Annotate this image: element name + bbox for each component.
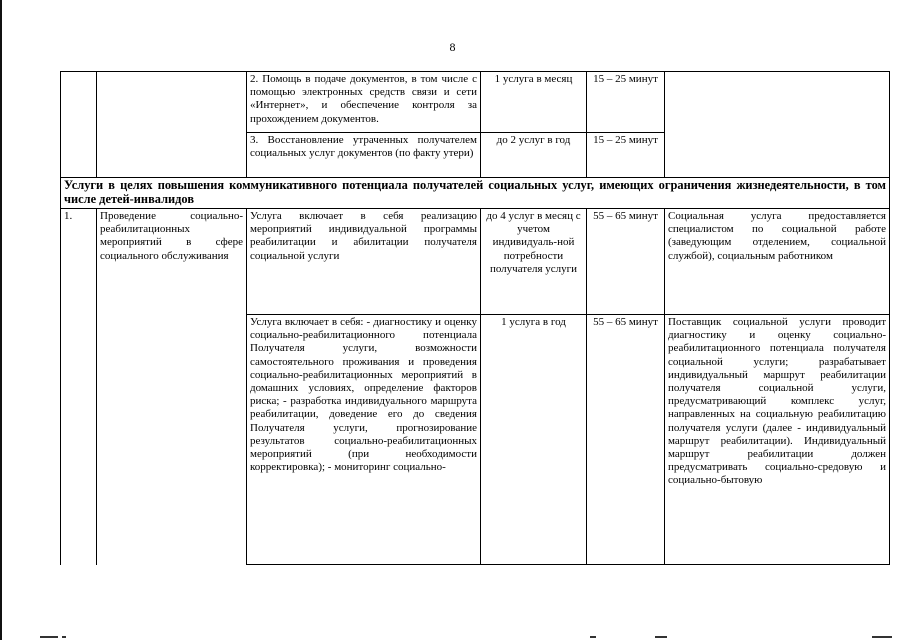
number-cell-empty <box>61 72 97 178</box>
item-number: 1. <box>61 209 97 565</box>
name-cell-empty <box>97 72 247 178</box>
service-provider: Поставщик социальной услуги проводит диагностику и оценку социально-реабилитационного потенциала получателя социальной услуги; разрабатывает индивидуальный маршрут реабилитации получателя социальной услуги, предусматривающий комплекс услуг, направленных на социальную реабилитацию получателя услуги (далее - индивидуальный маршрут реабилитации). Индивидуальный маршрут реабилитации должен предусматривать социально-средовую и социально-бытовую <box>665 315 890 565</box>
service-duration: 55 – 65 минут <box>587 315 665 565</box>
section-title: Услуги в целях повышения коммуникативного потенциала получателей социальных услуг, имеющих ограничения жизнедеятельности, в том числе детей-инвалидов <box>61 178 890 209</box>
service-description: Услуга включает в себя: - диагностику и оценку социально-реабилитационного потенциала Получателя услуги, возможности самостоятельного проживания и проведения социально-реабилитационных мероприятий в домашних условиях, определение факторов риска; - разработка индивидуального маршрута реабилитации, доведение его до сведения Получателя услуги, прогнозирование результатов социально-реабилитационных мероприятий (при необходимости корректировка); - мониторинг социально- <box>247 315 481 565</box>
service-description: Услуга включает в себя реализацию мероприятий индивидуальной программы реабилитации и абилитации получателя социальной услуги <box>247 209 481 315</box>
scan-bottom-marks <box>0 628 905 640</box>
page-number: 8 <box>449 40 456 54</box>
services-table <box>60 71 890 565</box>
service-volume: до 2 услуг в год <box>481 133 587 178</box>
service-description: 2. Помощь в подаче документов, в том числе с помощью электронных средств связи и сети «Интернет», и обеспечение контроля за прохождением документов. <box>247 72 481 133</box>
table-row <box>61 72 890 133</box>
scan-edge <box>0 0 2 640</box>
service-description: 3. Восстановление утраченных получателем социальных услуг документов (по факту утери) <box>247 133 481 178</box>
service-volume: до 4 услуг в месяц с учетом индивидуаль-ной потребности получателя услуги <box>481 209 587 315</box>
service-name: Проведение социально-реабилитационных мероприятий в сфере социального обслуживания <box>97 209 247 565</box>
service-volume: 1 услуга в месяц <box>481 72 587 133</box>
provider-cell-empty <box>665 72 890 178</box>
service-duration: 15 – 25 минут <box>587 133 665 178</box>
section-header-row <box>61 178 890 209</box>
service-provider: Социальная услуга предоставляется специалистом по социальной работе (заведующим отделением, социальной службой), социальным работником <box>665 209 890 315</box>
service-volume: 1 услуга в год <box>481 315 587 565</box>
service-duration: 15 – 25 минут <box>587 72 665 133</box>
table-row <box>61 209 890 315</box>
service-duration: 55 – 65 минут <box>587 209 665 315</box>
